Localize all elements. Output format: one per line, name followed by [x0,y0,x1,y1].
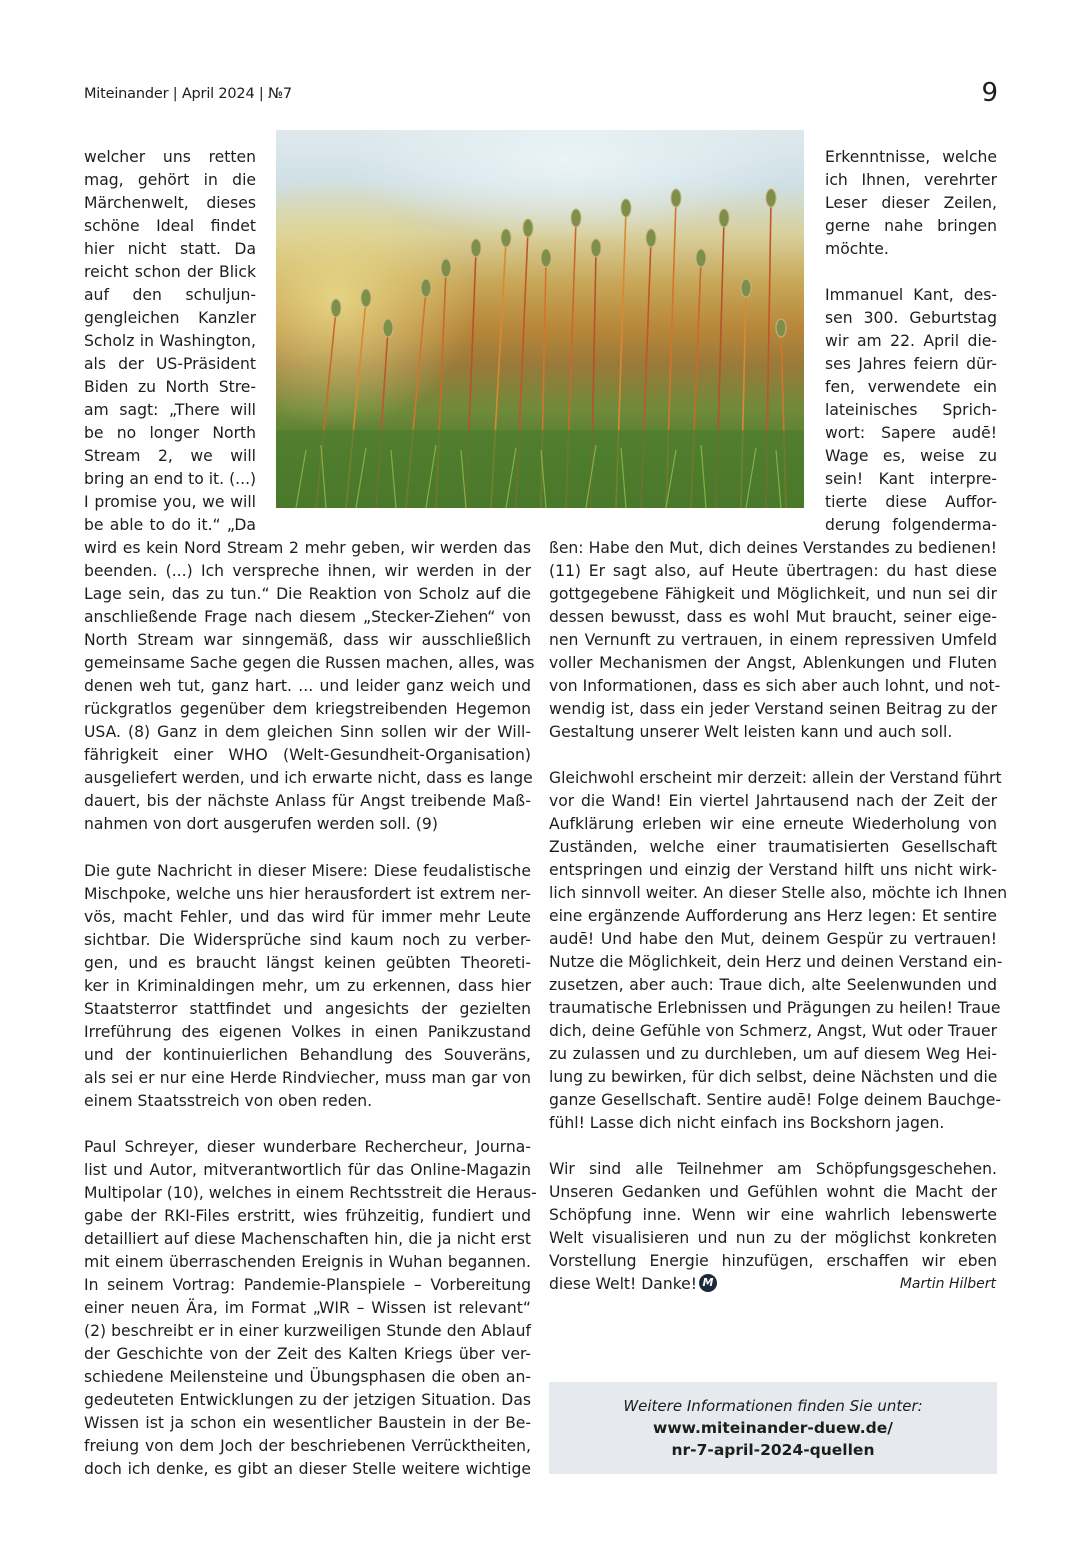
text-line: gemeinsame Sache gegen die Russen machen, alles, was [84,654,535,672]
text-line: lich sinnvoll weiter. An dieser Stelle also, möchte ich Ihnen [549,884,1008,902]
text-line: wir am 22. April die- [825,332,997,350]
text-line: detailliert auf diese Machenschaften hin, die ja nicht erst [84,1230,531,1248]
text-line: gabe der RKI-Files erstritt, wies frühzeitig, fundiert und [84,1207,531,1225]
text-line: ausgeliefert werden, und ich erwarte nicht, dass es lange [84,769,533,787]
text-line: (2) beschreibt er in einer kurzweiligen Stunde den Ablauf [84,1322,531,1340]
text-line: als sei er nur eine Herde Rindviecher, muss man gar von [84,1069,531,1087]
end-mark-logo-icon: M [699,1274,717,1292]
text-line: ich Ihnen, verehrter [825,171,997,189]
info-intro: Weitere Informationen finden Sie unter: [623,1397,923,1415]
text-line: gen, und es braucht längst keinen geübten Theoreti- [84,954,531,972]
text-line: Multipolar (10), welches in einem Rechtsstreit die Heraus- [84,1184,537,1202]
text-line: der Geschichte von der Zeit des Kalten Kriegs über ver- [84,1345,531,1363]
text-line: dauert, bis der nächste Anlass für Angst treibende Maß- [84,792,531,810]
text-line: audē! Und habe den Mut, deinem Gespür zu vertrauen! [549,930,997,948]
text-line: rückgratlos gegenüber dem kriegstreibenden Hegemon [84,700,531,718]
text-line: be no longer North [84,424,256,442]
text-line: zusetzen, aber auch: Traue dich, alte Seelenwunden und [549,976,997,994]
text-line: nen Vernunft zu vertrauen, in einem repressiven Umfeld [549,631,997,649]
text-line: gerne nahe bringen [825,217,997,235]
text-line: wort: Sapere audē! [825,424,997,442]
text-line: gengleichen Kanzler [84,309,256,327]
text-line: be able to do it.“ „Da [84,516,256,534]
text-line: von Informationen, dass es sich aber auch lohnt, und not- [549,677,1001,695]
text-line: USA. (8) Ganz in dem gleichen Sinn sollen wir der Will- [84,723,531,741]
text-line: als der US-Präsident [84,355,256,373]
page-number: 9 [981,78,998,108]
text-line: Mischpoke, welche uns hier herausfordert ist extrem ner- [84,885,531,903]
text-line: beenden. (...) Ich verspreche ihnen, wir werden in der [84,562,531,580]
text-line: ker in Kriminaldingen mehr, um zu erkennen, dass hier [84,977,531,995]
text-line: freiung von dem Joch der beschriebenen Verrücktheiten, [84,1437,531,1455]
text-line: fen, verwendete ein [825,378,997,396]
text-line: tierte diese Auffor- [825,493,997,511]
text-line: I promise you, we will [84,493,256,511]
text-line: am sagt: „There will [84,401,256,419]
text-line: sichtbar. Die Widersprüche sind kaum noch zu verber- [84,931,531,949]
text-line: lung zu bewirken, für dich selbst, deine Nächsten und die [549,1068,998,1086]
text-line: einem Staatsstreich von oben reden. [84,1092,373,1110]
text-line: Scholz in Washington, [84,332,256,350]
text-line: schöne Ideal findet [84,217,256,235]
text-line: Stream 2, we will [84,447,256,465]
text-line: Gestaltung unserer Welt leisten kann und auch soll. [549,723,953,741]
text-line: nahmen von dort ausgerufen werden soll. (9) [84,815,438,833]
text-line: einer neuen Ära, im Format „WIR – Wissen ist relevant“ [84,1299,531,1317]
text-line: welcher uns retten [84,148,256,166]
text-line: Paul Schreyer, dieser wunderbare Rechercheur, Journa- [84,1138,531,1156]
text-line: traumatische Erlebnissen und Prägungen zu heilen! Traue [549,999,1001,1017]
text-line: Lage sein, das zu tun.“ Die Reaktion von Scholz auf die [84,585,531,603]
text-line: vös, macht Fehler, und das wird für immer mehr Leute [84,908,531,926]
text-line: dich, deine Gefühle von Schmerz, Angst, Wut oder Trauer [549,1022,997,1040]
text-line: Wage es, weise zu [825,447,997,465]
text-line: Nutze die Möglichkeit, dein Herz und deinen Verstand ein- [549,953,1003,971]
text-line: lateinisches Sprich- [825,401,997,419]
text-line: Leser dieser Zeilen, [825,194,997,212]
text-line: Märchenwelt, dieses [84,194,256,212]
moss-photo [276,130,804,508]
text-line: ses Jahres feiern dür- [825,355,997,373]
text-line: zu zulassen und zu durchleben, um auf diesem Weg Hei- [549,1045,997,1063]
text-line: Biden zu North Stre- [84,378,256,396]
text-line: vor die Wand! Ein viertel Jahrtausend nach der Zeit der [549,792,997,810]
text-line: mit einem überraschenden Ereignis in Wuhan begannen. [84,1253,531,1271]
text-line: und der kontinuierlichen Behandlung des Souveräns, [84,1046,531,1064]
text-line: dessen bewusst, dass es wohl Mut braucht, seiner eige- [549,608,997,626]
info-box [549,1382,997,1474]
text-line: Zuständen, welche einer traumatisierten Gesellschaft [549,838,997,856]
text-line: Unseren Gedanken und Gefühlen wohnt die Macht der [549,1183,997,1201]
text-line: entspringen und einzig der Verstand hilft uns nicht wirk- [549,861,997,879]
info-url-line-1[interactable]: www.miteinander-duew.de/ [653,1419,893,1437]
running-header [84,78,998,114]
info-url-line-2[interactable]: nr-7-april-2024-quellen [671,1441,875,1459]
text-line: list und Autor, mitverantwortlich für das Online-Magazin [84,1161,531,1179]
text-line: fährigkeit einer WHO (Welt-Gesundheit-Organisation) [84,746,531,764]
text-line: schiedene Meilensteine und Übungsphasen die oben an- [84,1368,531,1386]
text-line: reicht schon der Blick [84,263,256,281]
text-line: In seinem Vortrag: Pandemie-Planspiele – Vorbereitung [84,1276,531,1294]
text-line: Die gute Nachricht in dieser Misere: Diese feudalistische [84,862,531,880]
text-line: gottgegebene Fähigkeit und Möglichkeit, und nun sei dir [549,585,997,603]
text-line: doch ich denke, es gibt an dieser Stelle weitere wichtige [84,1460,531,1478]
text-line: derung folgenderma- [825,516,997,534]
text-line: gedeuteten Entwicklungen zu der jetzigen Situation. Das [84,1391,531,1409]
text-line: diese Welt! Danke! [549,1275,698,1293]
text-line: Aufklärung erleben wir eine erneute Wiederholung von [549,815,997,833]
text-line: auf den schuljun- [84,286,256,304]
text-line: sen 300. Geburtstag [825,309,997,327]
text-line: fühl! Lasse dich nicht einfach ins Bockshorn jagen. [549,1114,945,1132]
text-line: Staatsterror stattfindet und angesichts der gezielten [84,1000,531,1018]
moss-stalks-illustration [276,130,804,508]
text-line: Gleichwohl erscheint mir derzeit: allein der Verstand führt [549,769,1002,787]
text-line: Vorstellung Energie hinzufügen, erschaffen wir eben [549,1252,997,1270]
text-line: Welt visualisieren und nun zu der möglichst konkreten [549,1229,997,1247]
text-line: denen weh tut, ganz hart. ... und leider ganz weich und [84,677,531,695]
text-line: ganze Gesellschaft. Sentire audē! Folge deinem Bauchge- [549,1091,1001,1109]
text-line: Erkenntnisse, welche [825,148,997,166]
text-line: anschließende Frage nach diesem „Stecker-Ziehen“ von [84,608,531,626]
text-line: ßen: Habe den Mut, dich deines Verstandes zu bedienen! [549,539,997,557]
text-line: eine ergänzende Aufforderung ans Herz legen: Et sentire [549,907,997,925]
text-line: möchte. [825,240,889,258]
text-line: Immanuel Kant, des- [825,286,997,304]
text-line: Irreführung des eigenen Volkes in einen Panikzustand [84,1023,531,1041]
text-line: sein! Kant interpre- [825,470,997,488]
text-line: wird es kein Nord Stream 2 mehr geben, wir werden das [84,539,531,557]
text-line: Wir sind alle Teilnehmer am Schöpfungsgeschehen. [549,1160,997,1178]
text-line: mag, gehört in die [84,171,256,189]
text-line: (11) Er sagt also, auf Heute übertragen: du hast diese [549,562,997,580]
text-line: North Stream war sinngemäß, dass wir ausschließlich [84,631,531,649]
text-line: voller Mechanismen der Angst, Ablenkungen und Fluten [549,654,997,672]
text-line: Wissen ist ja schon ein wesentlicher Baustein in der Be- [84,1414,531,1432]
running-title: Miteinander | April 2024 | №7 [84,86,292,102]
text-line: hier nicht statt. Da [84,240,256,258]
text-line: bring an end to it. (...) [84,470,257,488]
text-line: Schöpfung inne. Wenn wir eine wahrlich lebenswerte [549,1206,997,1224]
author-signature: Martin Hilbert [899,1276,996,1292]
text-line: wendig ist, dass ein jeder Verstand seinen Beitrag zu der [549,700,997,718]
